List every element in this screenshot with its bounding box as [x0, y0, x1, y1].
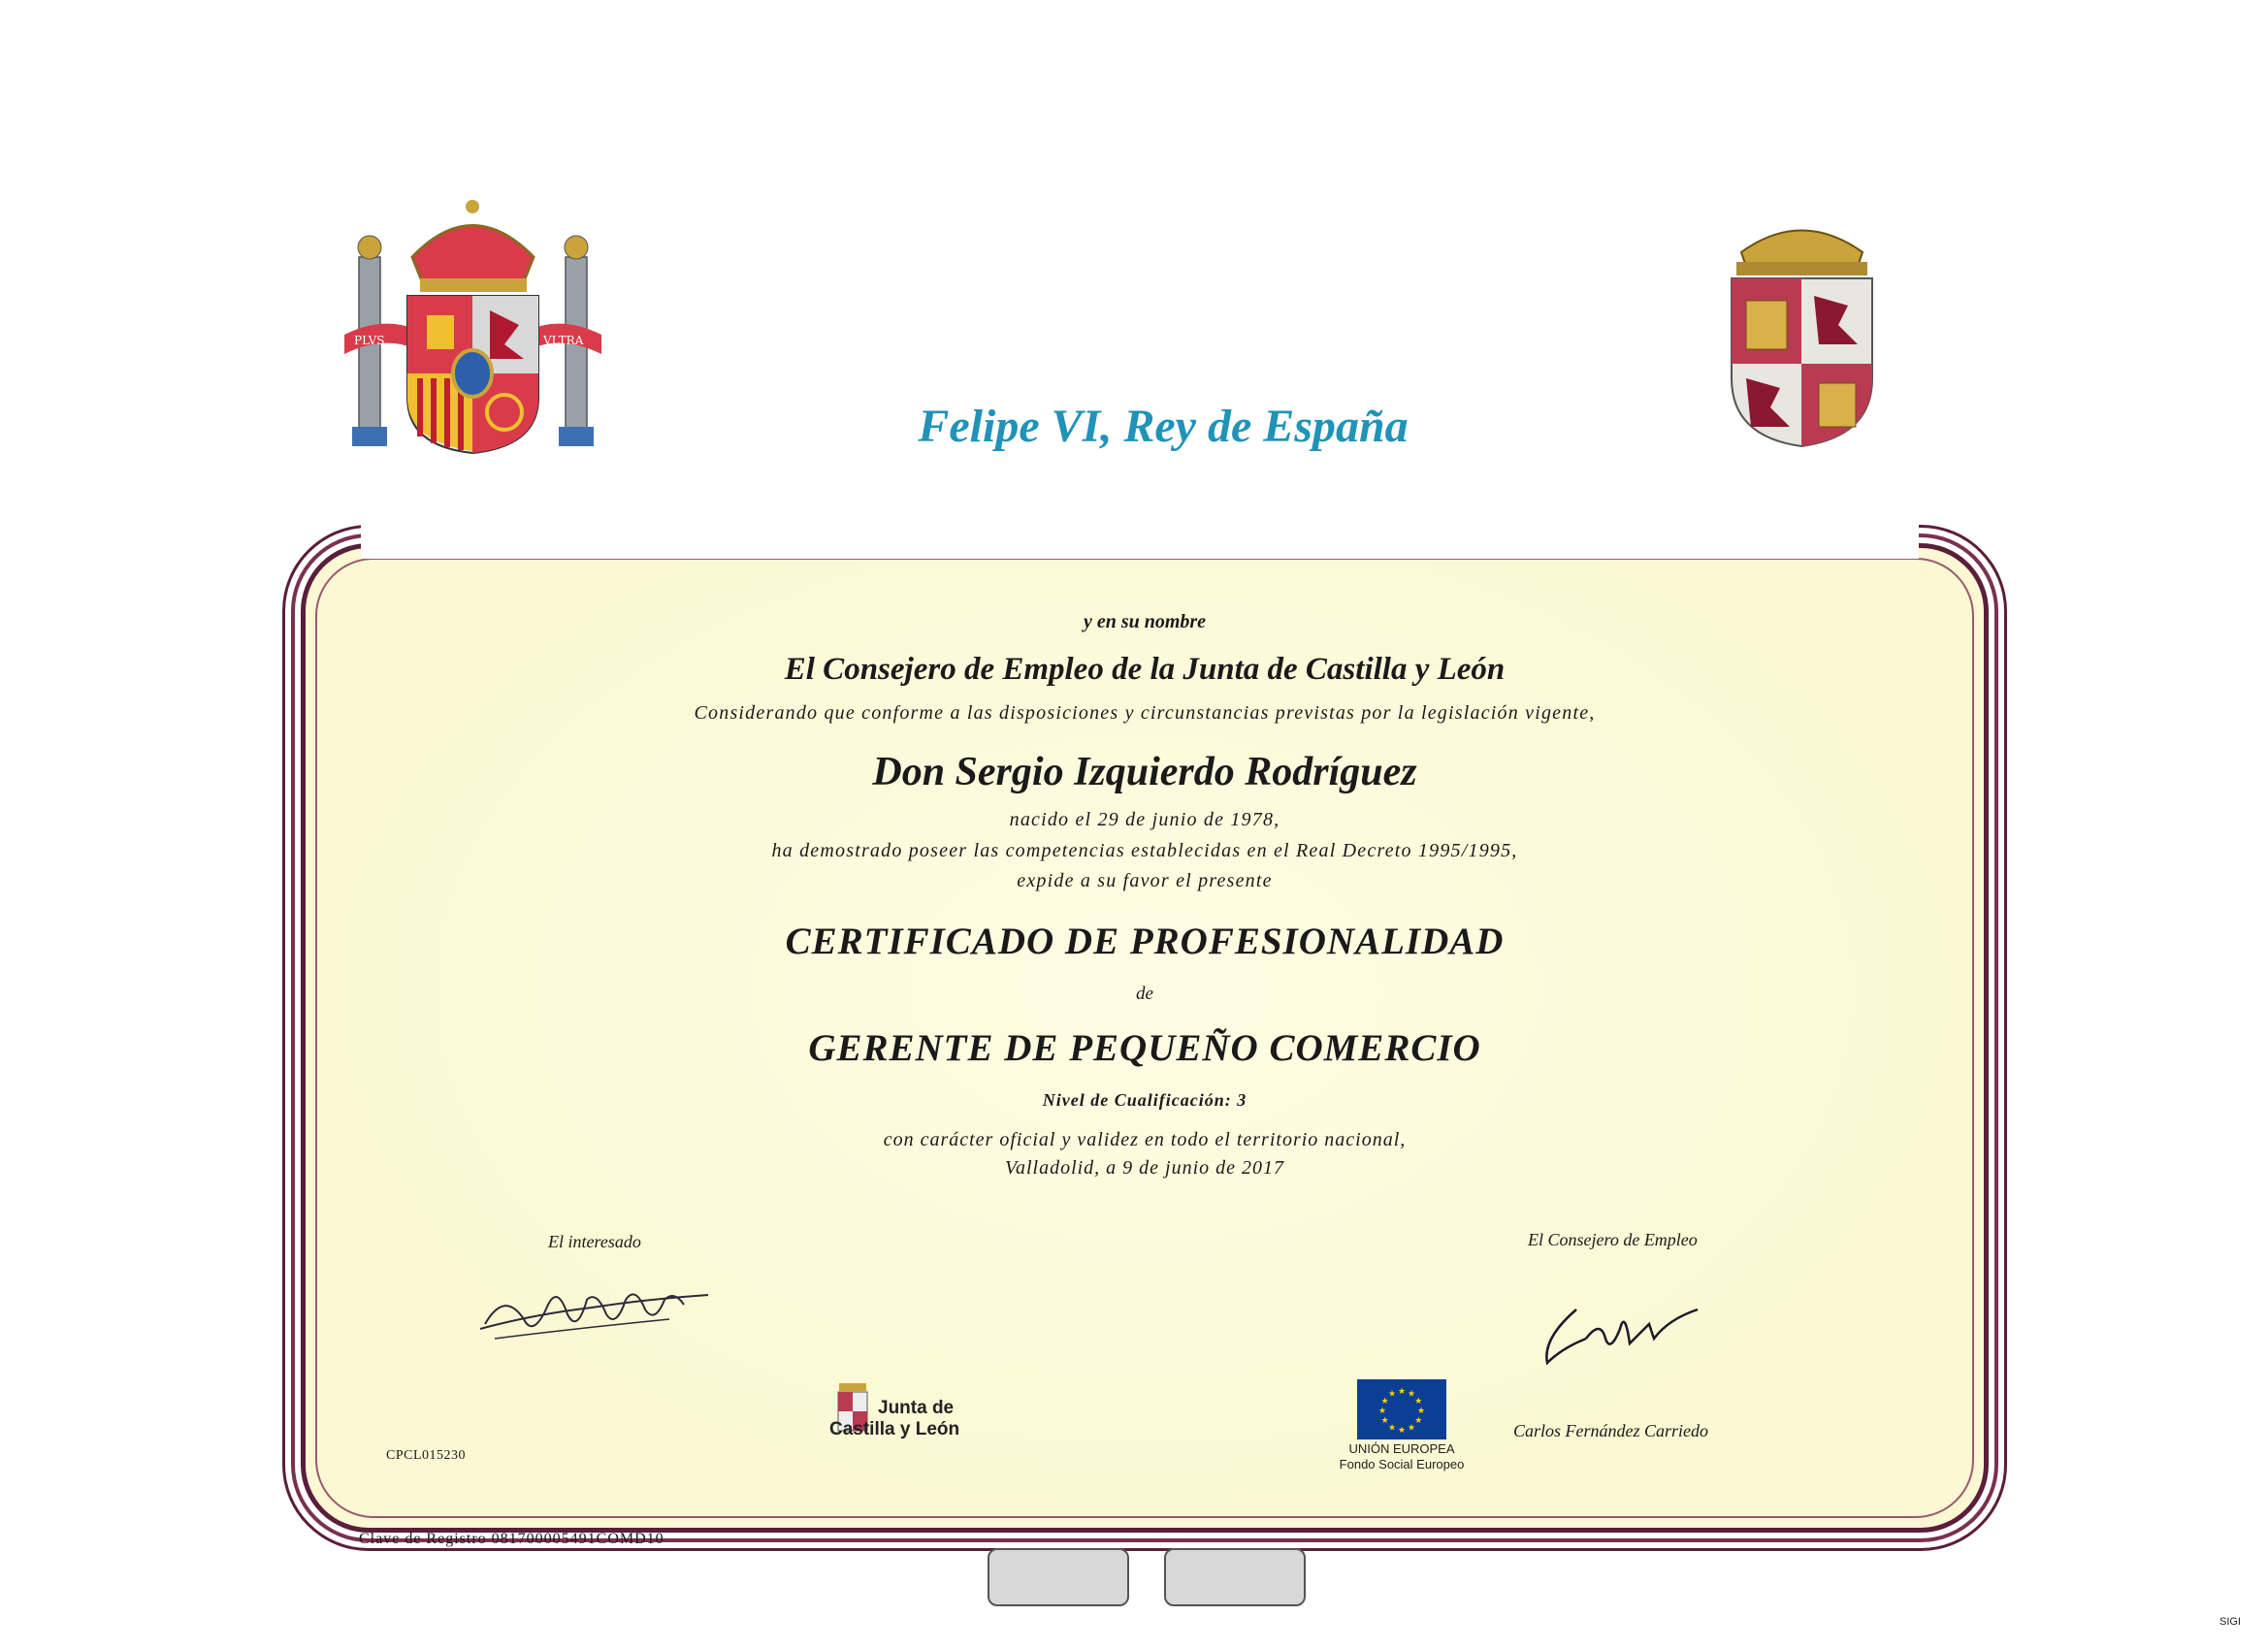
- junta-line-2: Castilla y León: [829, 1419, 960, 1439]
- issues-line: expide a su favor el presente: [1017, 870, 1273, 891]
- eu-label: [1324, 1441, 1479, 1472]
- eu-flag-icon: [1357, 1379, 1446, 1439]
- place-date-line: Valladolid, a 9 de junio de 2017: [1004, 1157, 1285, 1179]
- eu-star-icon: ★: [1407, 1422, 1416, 1433]
- connector-de: de: [1136, 984, 1153, 1004]
- in-name-line: y en su nombre: [1083, 611, 1207, 632]
- junta-line-1: Junta de: [878, 1398, 955, 1418]
- competencies-line: ha demostrado poseer las competencias establecidas en el Real Decreto 1995/1995,: [771, 840, 1518, 861]
- eu-star-icon: ★: [1407, 1388, 1416, 1399]
- birth-date-line: nacido el 29 de junio de 1978,: [1009, 809, 1280, 830]
- issuer-line: El Consejero de Empleo de la Junta de Castilla y León: [784, 652, 1506, 687]
- validity-line: con carácter oficial y validez en todo el territorio nacional,: [883, 1129, 1407, 1150]
- holder-signature: [475, 1261, 728, 1358]
- eu-star-icon: ★: [1387, 1388, 1397, 1399]
- eu-line-1: UNIÓN EUROPEA: [1348, 1441, 1455, 1456]
- holder-name: Don Sergio Izquierdo Rodríguez: [872, 750, 1417, 794]
- motto-ultra: VLTRA: [543, 334, 584, 347]
- official-name: Carlos Fernández Carriedo: [1513, 1421, 1709, 1440]
- eu-star-icon: ★: [1377, 1406, 1387, 1415]
- official-signature-label: El Consejero de Empleo: [1528, 1230, 1698, 1249]
- european-union-logo: [1324, 1377, 1479, 1474]
- page-mark: SIGI: [2219, 1616, 2241, 1628]
- considering-line: Considerando que conforme a las disposiciones y circunstancias previstas por la legislación vigente,: [694, 702, 1596, 724]
- registry-key: Clave de Registro 081700005491COMD10: [359, 1531, 664, 1547]
- motto-plus: PLVS: [354, 334, 385, 347]
- eu-star-icon: ★: [1414, 1415, 1423, 1425]
- eu-line-2: Fondo Social Europeo: [1339, 1457, 1465, 1471]
- frame-top-opening: [361, 524, 1919, 559]
- eu-star-icon: ★: [1397, 1386, 1407, 1396]
- holder-signature-label: El interesado: [548, 1232, 641, 1251]
- profession-title: GERENTE DE PEQUEÑO COMERCIO: [808, 1027, 1481, 1069]
- security-mark-right: [1164, 1548, 1306, 1606]
- eu-star-icon: ★: [1380, 1396, 1389, 1406]
- eu-star-icon: ★: [1416, 1406, 1426, 1415]
- official-signature: [1533, 1280, 1707, 1377]
- certificate-title: CERTIFICADO DE PROFESIONALIDAD: [785, 921, 1505, 962]
- eu-star-icon: ★: [1414, 1396, 1423, 1406]
- junta-castilla-leon-logo: [829, 1379, 975, 1457]
- qualification-level: Nivel de Cualificación: 3: [1042, 1090, 1247, 1110]
- eu-stars-icon: [1357, 1379, 1446, 1439]
- eu-star-icon: ★: [1397, 1425, 1407, 1435]
- security-mark-left: [988, 1548, 1129, 1606]
- certificate-code: CPCL015230: [386, 1448, 467, 1463]
- eu-star-icon: ★: [1380, 1415, 1389, 1425]
- header-title: Felipe VI, Rey de España: [918, 401, 1409, 452]
- eu-star-icon: ★: [1387, 1422, 1397, 1433]
